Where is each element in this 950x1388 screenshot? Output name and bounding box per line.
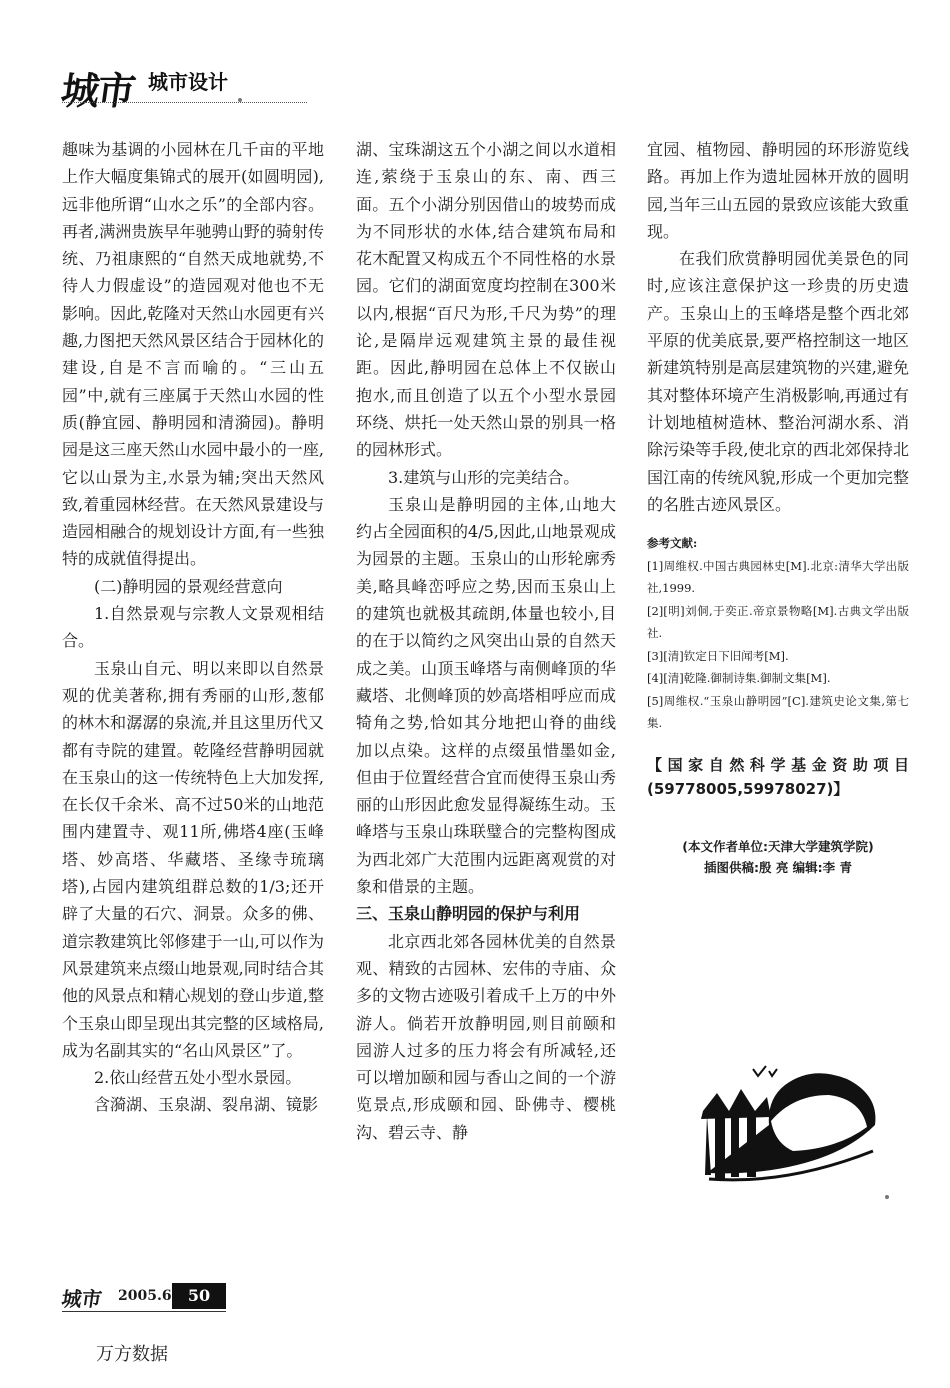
reference-item: [4][清]乾隆.御制诗集.御制文集[M].: [647, 671, 831, 686]
scan-mark: [238, 98, 242, 102]
paragraph: 趣味为基调的小园林在几千亩的平地上作大幅度集锦式的展开(如圆明园),远非他所谓“山水之乐”的全部内容。再者,满洲贵族早年驰骋山野的骑射传统、乃祖康熙的“自然天成地就势,不待人力假虚设”的造园观对他也不无影响。因此,乾隆对天然山水园更有兴趣,力图把天然风景区结合于园林化的建设,自是不言而喻的。“三山五园”中,就有三座属于天然山水园的性质(静宜园、静明园和清漪园)。静明园是这三座天然山水园中最小的一座,它以山景为主,水景为辅;突出天然风致,着重园林经营。在天然风景建设与造园相融合的规划设计方面,有一些独特的成就值得提出。: [62, 140, 324, 569]
references: [647, 532, 909, 735]
paragraph: 在我们欣赏静明园优美景色的同时,应该注意保护这一珍贵的历史遗产。玉泉山上的玉峰塔是整个西北郊平原的优美底景,要严格控制这一地区新建筑特别是高层建筑物的兴建,避免其对整体环境产生消极影响,再通过有计划地植树造林、整治河湖水系、消除污染等手段,使北京的西北郊保持北国江南的传统风貌,形成一个更加完整的名胜古迹风景区。: [647, 249, 909, 514]
reference-item: [3][清]钦定日下旧闻考[M].: [647, 648, 789, 663]
paragraph: 含漪湖、玉泉湖、裂帛湖、镜影: [94, 1095, 319, 1115]
page-footer: [62, 1283, 262, 1313]
point-heading: 1.自然景观与宗教人文景观相结合。: [62, 604, 324, 651]
funding-note: 【国家自然科学基金资助项目(59778005,59978027)】: [647, 755, 909, 798]
footer-rule: [62, 1311, 226, 1312]
section-heading: 三、玉泉山静明园的保护与利用: [356, 904, 581, 924]
scan-mark: [885, 1195, 889, 1199]
references-title: 参考文献:: [647, 536, 698, 551]
issue-number: 2005.6: [118, 1288, 172, 1304]
watermark: 万方数据: [96, 1344, 168, 1365]
column-2: [356, 136, 616, 1146]
section-title: 城市设计: [148, 70, 228, 94]
column-3: [647, 136, 909, 878]
column-1: [62, 136, 324, 1119]
header-divider: [62, 102, 307, 103]
subsection-heading: (二)静明园的景观经营意向: [94, 576, 283, 596]
paragraph: 玉泉山自元、明以来即以自然景观的优美著称,拥有秀丽的山形,葱郁的林木和潺潺的泉流,并且这里历代又都有寺院的建置。乾隆经营静明园就在玉泉山的这一传统特色上大加发挥,在长仅千余米、高不过50米的山地范围内建置寺、观11所,佛塔4座(玉峰塔、妙高塔、华藏塔、圣缘寺琉璃塔),占园内建筑组群总数的1/3;还开辟了大量的石穴、洞景。众多的佛、道宗教建筑比邻修建于一山,可以作为风景建筑来点缀山地景观,同时结合其他的风景点和精心规划的登山步道,整个玉泉山即呈现出其完整的区域格局,成为名副其实的“名山风景区”了。: [62, 658, 324, 1060]
paragraph: 宜园、植物园、静明园的环形游览线路。再加上作为遗址园林开放的圆明园,当年三山五园的景致应该能大致重现。: [647, 140, 909, 241]
reference-item: [2][明]刘侗,于奕正.帝京景物略[M].古典文学出版社.: [647, 603, 909, 641]
point-heading: 3.建筑与山形的完美结合。: [388, 467, 580, 487]
paragraph: 玉泉山是静明园的主体,山地大约占全园面积的4/5,因此,山地景观成为园景的主题。玉泉山的山形轮廓秀美,略具峰峦呼应之势,因而玉泉山上的建筑也就极其疏朗,体量也较小,目的在于以简约之风突出山景的自然天成之美。山顶玉峰塔与南侧峰顶的华藏塔、北侧峰顶的妙高塔相呼应而成犄角之势,恰如其分地把山脊的曲线加以点染。这样的点缀虽惜墨如金,但由于位置经营合宜而使得玉泉山秀丽的山形因此愈发显得凝练生动。玉峰塔与玉泉山珠联璧合的完整构图成为西北郊广大范围内远距离观赏的对象和借景的主题。: [356, 494, 616, 897]
reference-item: [1]周维权.中国古典园林史[M].北京:清华大学出版社,1999.: [647, 558, 909, 596]
paragraph: 湖、宝珠湖这五个小湖之间以水道相连,萦绕于玉泉山的东、南、西三面。五个小湖分别因借山的坡势而成为不同形状的水体,结合建筑布局和花木配置又构成五个不同性格的水景园。它们的湖面宽度均控制在300米以内,根据“百尺为形,千尺为势”的理论,是隔岸远观建筑主景的最佳视距。因此,静明园在总体上不仅嵌山抱水,而且创造了以五个小型水景园环绕、烘托一处天然山景的别具一格的园林形式。: [356, 140, 616, 460]
magazine-logo: 城市: [58, 68, 137, 113]
footer-logo: 城市: [60, 1287, 104, 1311]
author-affiliation: (本文作者单位:天津大学建筑学院): [682, 838, 874, 854]
paragraph: 北京西北郊各园林优美的自然景观、精致的古园林、宏伟的寺庙、众多的文物古迹吸引着成千上万的中外游人。倘若开放静明园,则目前颐和园游人过多的压力将会有所减轻,还可以增加颐和园与香山之间的一个游览景点,形成颐和园、卧佛寺、樱桃沟、碧云寺、静: [356, 931, 616, 1142]
credits: 插图供稿:殷 亮 编辑:李 青: [703, 859, 853, 875]
page-header: [58, 58, 262, 113]
decorative-tree-moon-illustration: [697, 1055, 887, 1185]
page-number: 50: [172, 1283, 226, 1309]
point-heading: 2.依山经营五处小型水景园。: [94, 1068, 302, 1088]
reference-item: [5]周维权.“玉泉山静明园”[C].建筑史论文集,第七集.: [647, 693, 909, 731]
